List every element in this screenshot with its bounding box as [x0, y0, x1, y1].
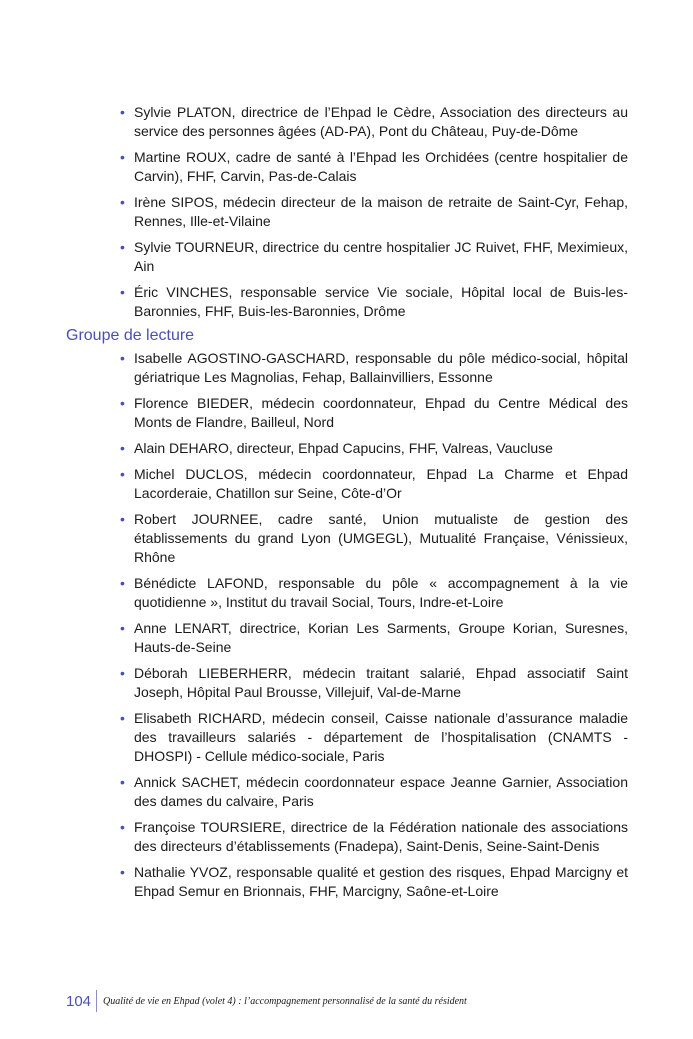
list-item	[120, 349, 628, 387]
list-item	[120, 818, 628, 856]
page-footer	[66, 990, 467, 1012]
list-item	[120, 773, 628, 811]
list-item	[120, 148, 628, 186]
bullet-icon: •	[120, 511, 125, 527]
list-item-text: Alain DEHARO, directeur, Ehpad Capucins, FHF, Valreas, Vaucluse	[134, 440, 553, 456]
list-item-text: Martine ROUX, cadre de santé à l’Ehpad les Orchidées (centre hospitalier de Carvin), FHF, Carvin, Pas-de-Calais	[134, 149, 628, 184]
bullet-icon: •	[120, 194, 125, 210]
section-heading-groupe-de-lecture: Groupe de lecture	[66, 327, 195, 344]
footer-divider	[96, 990, 97, 1012]
bullet-icon: •	[120, 395, 125, 411]
list-item	[120, 439, 628, 458]
list-item-text: Isabelle AGOSTINO-GASCHARD, responsable du pôle médico-social, hôpital gériatrique Les Magnolias, Fehap, Ballainvilliers, Essonne	[134, 350, 628, 385]
list-item-text: Robert JOURNEE, cadre santé, Union mutualiste de gestion des établissements du grand Lyon (UMGEGL), Mutualité Française, Vénissieux, Rhône	[134, 511, 628, 565]
reading-group-list	[120, 349, 628, 908]
contributors-list	[120, 103, 628, 328]
list-item	[120, 465, 628, 503]
list-item	[120, 664, 628, 702]
bullet-icon: •	[120, 819, 125, 835]
bullet-icon: •	[120, 149, 125, 165]
list-item	[120, 193, 628, 231]
list-item	[120, 103, 628, 141]
bullet-icon: •	[120, 665, 125, 681]
list-item	[120, 574, 628, 612]
list-item-text: Irène SIPOS, médecin directeur de la maison de retraite de Saint-Cyr, Fehap, Rennes, Ille-et-Vilaine	[134, 194, 628, 229]
page-number: 104	[66, 992, 92, 1010]
bullet-icon: •	[120, 864, 125, 880]
bullet-icon: •	[120, 284, 125, 300]
list-item	[120, 709, 628, 766]
list-item	[120, 238, 628, 276]
bullet-icon: •	[120, 575, 125, 591]
list-item-text: Déborah LIEBERHERR, médecin traitant salarié, Ehpad associatif Saint Joseph, Hôpital Paul Brousse, Villejuif, Val-de-Marne	[134, 665, 628, 700]
list-item-text: Florence BIEDER, médecin coordonnateur, Ehpad du Centre Médical des Monts de Flandre, Bailleul, Nord	[134, 395, 628, 430]
list-item-text: Elisabeth RICHARD, médecin conseil, Caisse nationale d’assurance maladie des travailleurs salariés - département de l’hospitalisation (CNAMTS - DHOSPI) - Cellule médico-sociale, Paris	[134, 710, 628, 764]
list-item-text: Anne LENART, directrice, Korian Les Sarments, Groupe Korian, Suresnes, Hauts-de-Seine	[134, 620, 628, 655]
list-item-text: Sylvie PLATON, directrice de l’Ehpad le Cèdre, Association des directeurs au service des personnes âgées (AD-PA), Pont du Château, Puy-de-Dôme	[134, 104, 628, 139]
list-item	[120, 510, 628, 567]
bullet-icon: •	[120, 710, 125, 726]
list-item-text: Françoise TOURSIERE, directrice de la Fédération nationale des associations des directeurs d’établissements (Fnadepa), Saint-Denis, Seine-Saint-Denis	[134, 819, 628, 854]
bullet-icon: •	[120, 239, 125, 255]
list-item-text: Annick SACHET, médecin coordonnateur espace Jeanne Garnier, Association des dames du calvaire, Paris	[134, 774, 628, 809]
list-item-text: Éric VINCHES, responsable service Vie sociale, Hôpital local de Buis-les-Baronnies, FHF, Buis-les-Baronnies, Drôme	[134, 284, 628, 319]
list-item-text: Michel DUCLOS, médecin coordonnateur, Ehpad La Charme et Ehpad Lacorderaie, Chatillon sur Seine, Côte-d’Or	[134, 466, 628, 501]
list-item	[120, 283, 628, 321]
bullet-icon: •	[120, 774, 125, 790]
list-item-text: Sylvie TOURNEUR, directrice du centre hospitalier JC Ruivet, FHF, Meximieux, Ain	[134, 239, 628, 274]
bullet-icon: •	[120, 104, 125, 120]
list-item	[120, 619, 628, 657]
list-item-text: Bénédicte LAFOND, responsable du pôle « accompagnement à la vie quotidienne », Institut du travail Social, Tours, Indre-et-Loire	[134, 575, 628, 610]
footer-running-title: Qualité de vie en Ehpad (volet 4) : l’accompagnement personnalisé de la santé du résident	[103, 995, 467, 1007]
bullet-icon: •	[120, 620, 125, 636]
bullet-icon: •	[120, 350, 125, 366]
list-item	[120, 394, 628, 432]
bullet-icon: •	[120, 440, 125, 456]
list-item	[120, 863, 628, 901]
list-item-text: Nathalie YVOZ, responsable qualité et gestion des risques, Ehpad Marcigny et Ehpad Semur en Brionnais, FHF, Marcigny, Saône-et-Loire	[134, 864, 628, 899]
bullet-icon: •	[120, 466, 125, 482]
